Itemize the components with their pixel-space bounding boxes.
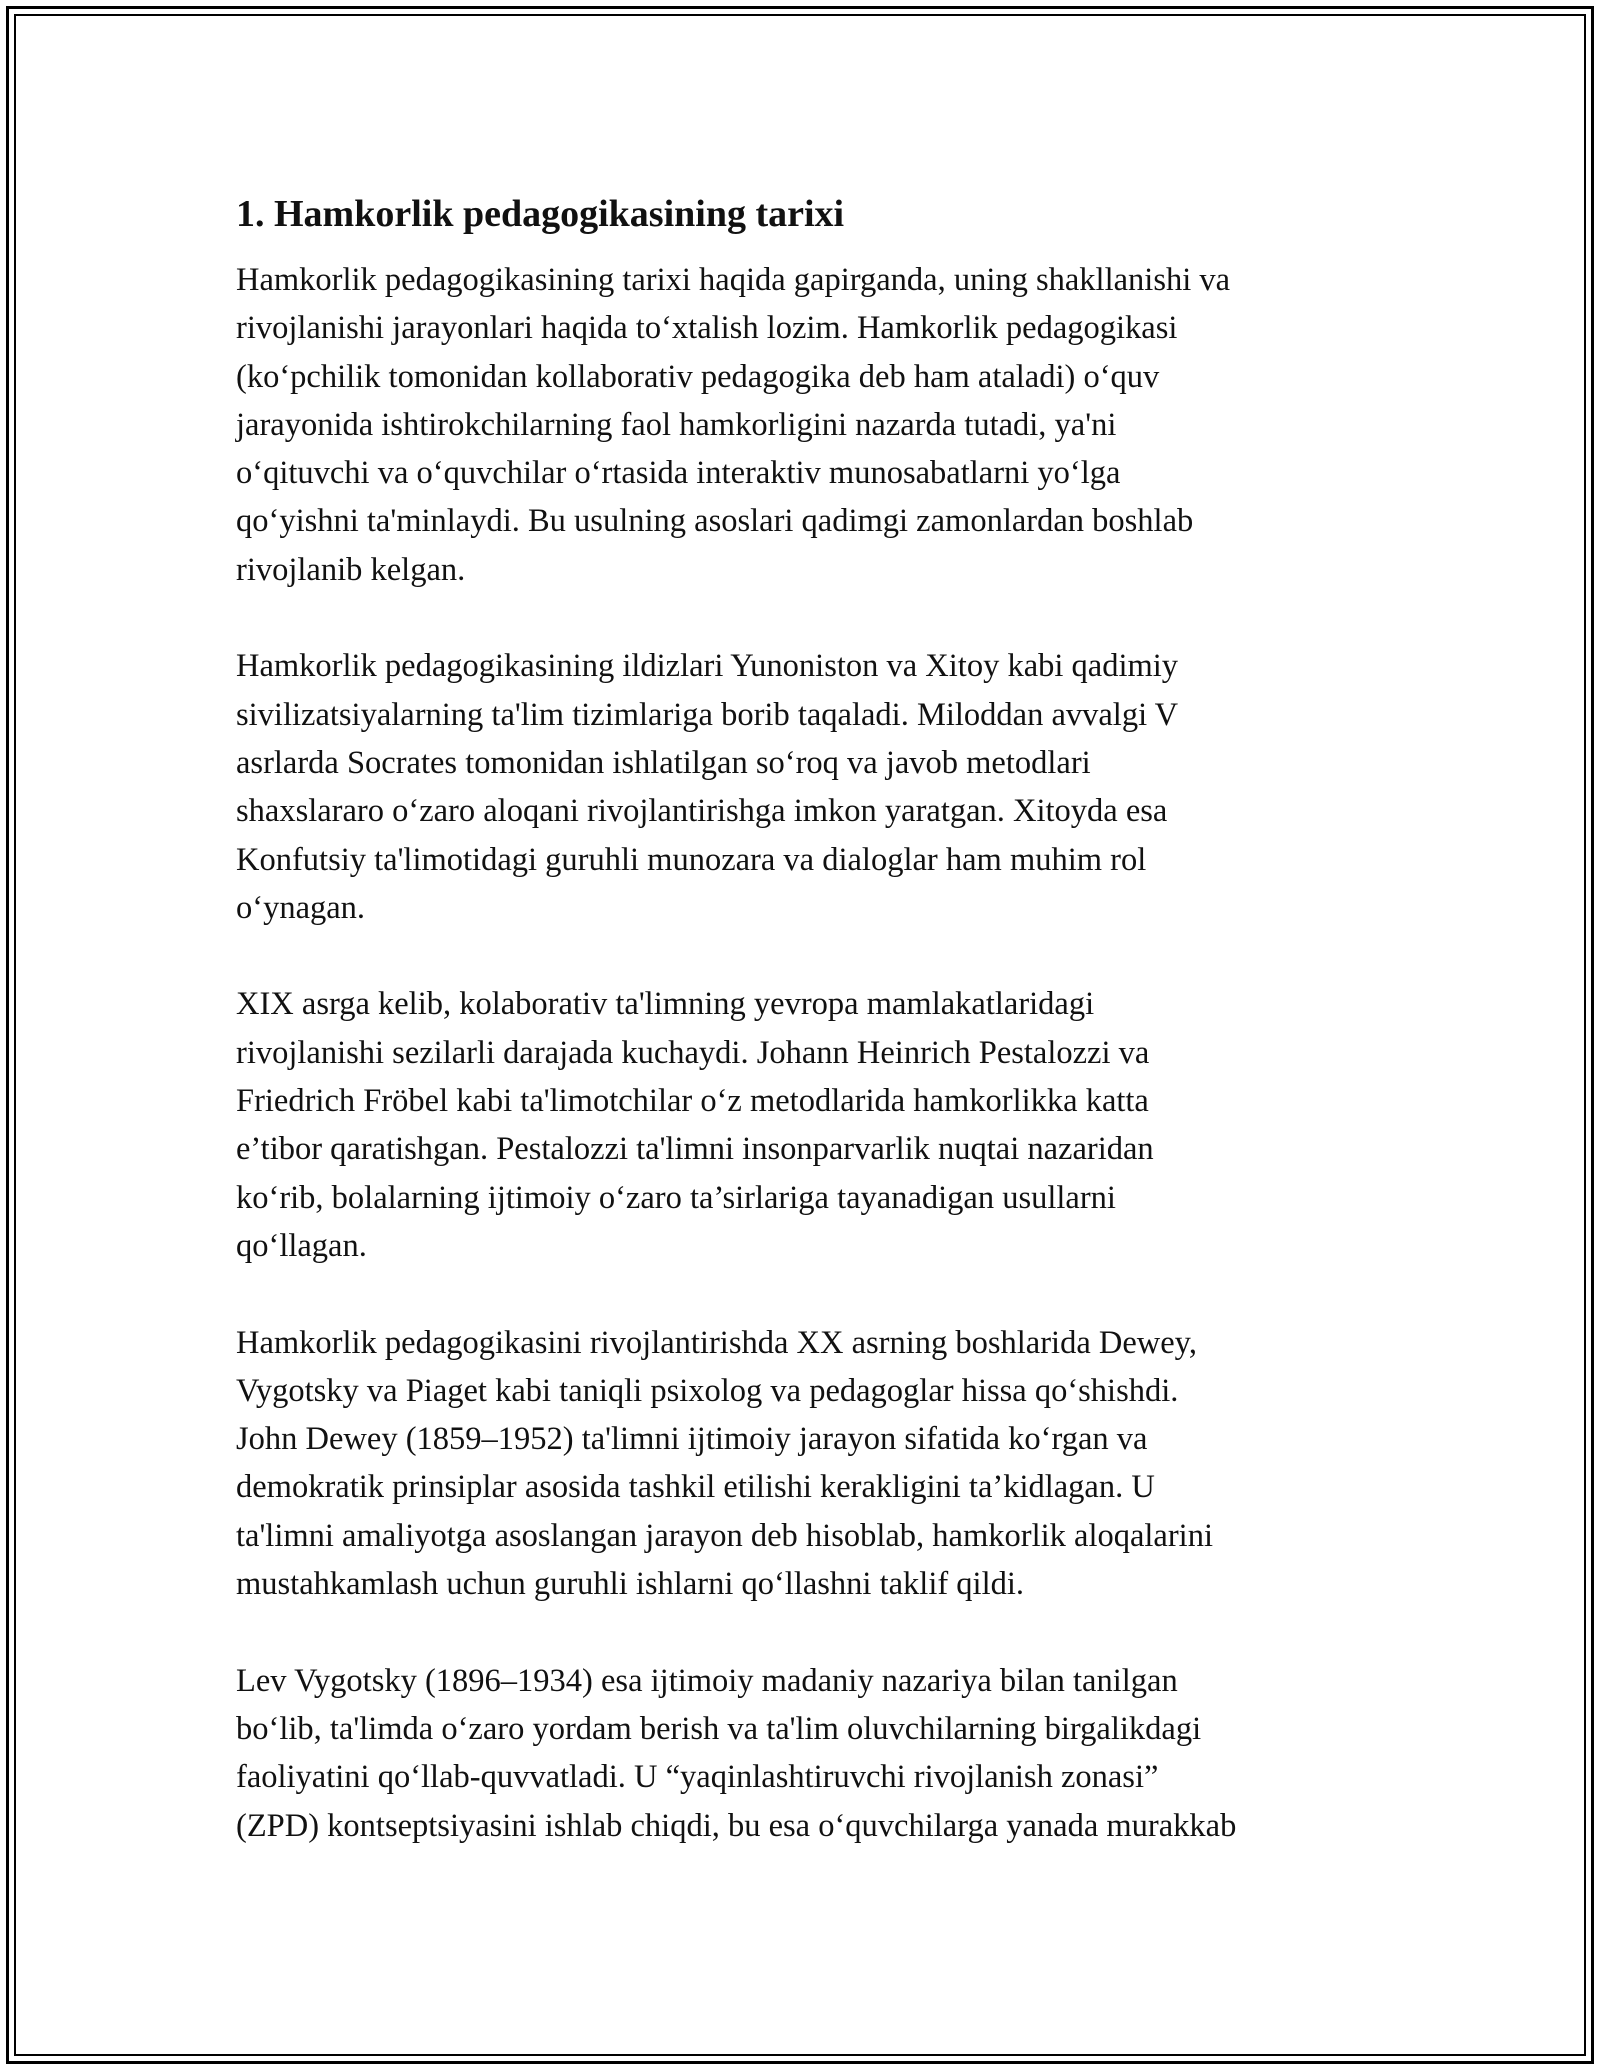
text-line: Konfutsiy ta'limotidagi guruhli munozara va dialoglar ham muhim rol	[236, 841, 1147, 878]
text-line: o‘qituvchi va o‘quvchilar o‘rtasida interaktiv munosabatlarni yo‘lga	[236, 455, 1121, 492]
text-line: John Dewey (1859–1952) ta'limni ijtimoiy jarayon sifatida ko‘rgan va	[236, 1421, 1148, 1458]
text-line: rivojlanishi sezilarli darajada kuchaydi. Johann Heinrich Pestalozzi va	[236, 1034, 1150, 1071]
paragraph-3	[236, 980, 1416, 1270]
section-heading: 1. Hamkorlik pedagogikasining tarixi	[236, 193, 845, 235]
text-line: Friedrich Fröbel kabi ta'limotchilar o‘z metodlarida hamkorlikka katta	[236, 1083, 1149, 1120]
text-line: faoliyatini qo‘llab-quvvatladi. U “yaqinlashtiruvchi rivojlanish zonasi”	[236, 1759, 1159, 1796]
text-line: Lev Vygotsky (1896–1934) esa ijtimoiy madaniy nazariya bilan tanilgan	[236, 1662, 1178, 1699]
text-line: sivilizatsiyalarning ta'lim tizimlariga borib taqaladi. Miloddan avvalgi V	[236, 696, 1179, 733]
text-line: jarayonida ishtirokchilarning faol hamkorligini nazarda tutadi, ya'ni	[236, 406, 1117, 443]
text-line: Hamkorlik pedagogikasining ildizlari Yunoniston va Xitoy kabi qadimiy	[236, 648, 1179, 685]
text-line: qo‘yishni ta'minlaydi. Bu usulning asoslari qadimgi zamonlardan boshlab	[236, 503, 1194, 540]
text-line: Vygotsky va Piaget kabi taniqli psixolog va pedagoglar hissa qo‘shishdi.	[236, 1372, 1179, 1409]
paragraph-list	[236, 256, 1416, 1850]
text-line: mustahkamlash uchun guruhli ishlarni qo‘llashni taklif qildi.	[236, 1566, 1025, 1603]
text-line: ta'limni amaliyotga asoslangan jarayon deb hisoblab, hamkorlik aloqalarini	[236, 1517, 1213, 1554]
text-line: ko‘rib, bolalarning ijtimoiy o‘zaro ta’sirlariga tayanadigan usullarni	[236, 1179, 1116, 1216]
text-line: bo‘lib, ta'limda o‘zaro yordam berish va ta'lim oluvchilarning birgalikdagi	[236, 1710, 1202, 1747]
text-line: shaxslararo o‘zaro aloqani rivojlantirishga imkon yaratgan. Xitoyda esa	[236, 793, 1168, 830]
text-line: e’tibor qaratishgan. Pestalozzi ta'limni insonparvarlik nuqtai nazaridan	[236, 1131, 1154, 1168]
text-line: o‘ynagan.	[236, 889, 366, 926]
text-line: XIX asrga kelib, kolaborativ ta'limning yevropa mamlakatlaridagi	[236, 986, 1095, 1023]
paragraph-4	[236, 1319, 1416, 1609]
text-line: rivojlanishi jarayonlari haqida to‘xtalish lozim. Hamkorlik pedagogikasi	[236, 310, 1178, 347]
text-line: qo‘llagan.	[236, 1227, 367, 1264]
paragraph-5	[236, 1657, 1416, 1850]
text-line: asrlarda Socrates tomonidan ishlatilgan so‘roq va javob metodlari	[236, 744, 1091, 781]
paragraph-2	[236, 642, 1416, 932]
text-line: (ZPD) kontseptsiyasini ishlab chiqdi, bu esa o‘quvchilarga yanada murakkab	[236, 1807, 1237, 1844]
text-line: rivojlanib kelgan.	[236, 551, 466, 588]
document-body	[236, 190, 1416, 1898]
text-line: Hamkorlik pedagogikasining tarixi haqida gapirganda, uning shakllanishi va	[236, 262, 1231, 298]
text-line: Hamkorlik pedagogikasini rivojlantirishda XX asrning boshlarida Dewey,	[236, 1324, 1197, 1361]
text-line: (ko‘pchilik tomonidan kollaborativ pedagogika deb ham ataladi) o‘quv	[236, 358, 1160, 395]
paragraph-1	[236, 256, 1416, 594]
text-line: demokratik prinsiplar asosida tashkil etilishi kerakligini ta’kidlagan. U	[236, 1469, 1155, 1506]
